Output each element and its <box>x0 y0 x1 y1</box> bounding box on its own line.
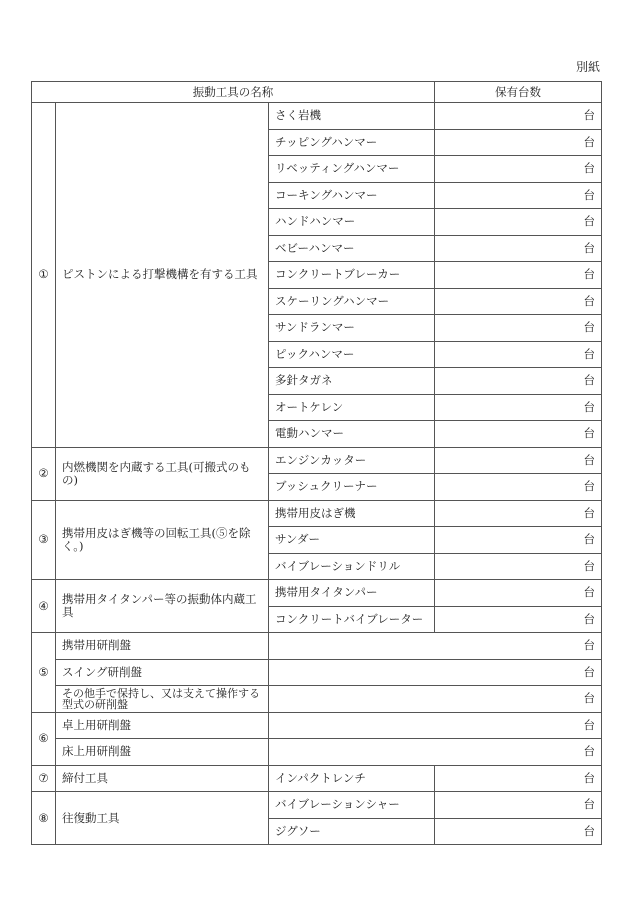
tool-name: ピックハンマー <box>269 341 435 368</box>
tool-name: 携帯用皮はぎ機 <box>269 500 435 527</box>
table-row <box>32 580 602 607</box>
count-cell: 台 <box>435 341 602 368</box>
tool-name: バイブレーションドリル <box>269 553 435 580</box>
tool-name: さく岩機 <box>269 103 435 130</box>
group-number: ④ <box>32 580 56 633</box>
table-row <box>32 447 602 474</box>
table-row <box>32 103 602 130</box>
tool-name: スケーリングハンマー <box>269 288 435 315</box>
tool-name: コーキングハンマー <box>269 182 435 209</box>
tool-name: サンダー <box>269 527 435 554</box>
count-cell: 台 <box>435 368 602 395</box>
vibration-tools-table <box>31 81 602 845</box>
count-cell: 台 <box>269 712 602 739</box>
group-number: ② <box>32 447 56 500</box>
group-category: ピストンによる打撃機構を有する工具 <box>56 103 269 448</box>
group-number: ⑧ <box>32 792 56 845</box>
tool-name: ブッシュクリーナー <box>269 474 435 501</box>
group-category: 内燃機関を内蔵する工具(可搬式のもの) <box>56 447 269 500</box>
count-cell: 台 <box>435 500 602 527</box>
tool-name: サンドランマー <box>269 315 435 342</box>
count-cell: 台 <box>435 765 602 792</box>
table-row <box>32 686 602 713</box>
group-number: ⑥ <box>32 712 56 765</box>
tool-name: インパクトレンチ <box>269 765 435 792</box>
table-row <box>32 500 602 527</box>
tool-name: バイブレーションシャー <box>269 792 435 819</box>
count-cell: 台 <box>269 659 602 686</box>
tool-name: ベビーハンマー <box>269 235 435 262</box>
count-cell: 台 <box>435 209 602 236</box>
count-cell: 台 <box>435 474 602 501</box>
group-category: 携帯用皮はぎ機等の回転工具(⑤を除く。) <box>56 500 269 580</box>
tool-name: ハンドハンマー <box>269 209 435 236</box>
tool-name: コンクリートバイブレーター <box>269 606 435 633</box>
count-cell: 台 <box>435 394 602 421</box>
count-cell: 台 <box>269 739 602 766</box>
count-cell: 台 <box>435 606 602 633</box>
group-category: 往復動工具 <box>56 792 269 845</box>
grinder-type: スイング研削盤 <box>56 659 269 686</box>
grinder-type: 床上用研削盤 <box>56 739 269 766</box>
table-row <box>32 765 602 792</box>
count-cell: 台 <box>435 421 602 448</box>
count-cell: 台 <box>435 792 602 819</box>
group-number: ⑦ <box>32 765 56 792</box>
group-number: ③ <box>32 500 56 580</box>
count-cell: 台 <box>435 182 602 209</box>
grinder-type: 卓上用研削盤 <box>56 712 269 739</box>
count-cell: 台 <box>435 580 602 607</box>
tool-name: ジグソー <box>269 818 435 845</box>
grinder-type: その他手で保持し、又は支えて操作する型式の研削盤 <box>56 686 269 713</box>
count-cell: 台 <box>435 235 602 262</box>
count-cell: 台 <box>435 156 602 183</box>
tool-name: コンクリートブレーカー <box>269 262 435 289</box>
count-cell: 台 <box>435 527 602 554</box>
appendix-label: 別紙 <box>575 60 600 74</box>
header-count: 保有台数 <box>435 82 602 103</box>
tool-name: オートケレン <box>269 394 435 421</box>
count-cell: 台 <box>435 288 602 315</box>
table-row <box>32 633 602 660</box>
group-number: ⑤ <box>32 633 56 713</box>
grinder-type: 携帯用研削盤 <box>56 633 269 660</box>
count-cell: 台 <box>435 129 602 156</box>
header-tool-name: 振動工具の名称 <box>32 82 435 103</box>
tool-name: チッピングハンマー <box>269 129 435 156</box>
count-cell: 台 <box>435 818 602 845</box>
tool-name: エンジンカッター <box>269 447 435 474</box>
count-cell: 台 <box>269 633 602 660</box>
group-category: 締付工具 <box>56 765 269 792</box>
table-row <box>32 712 602 739</box>
tool-name: 携帯用タイタンパー <box>269 580 435 607</box>
count-cell: 台 <box>269 686 602 713</box>
group-number: ① <box>32 103 56 448</box>
table-row <box>32 739 602 766</box>
count-cell: 台 <box>435 103 602 130</box>
table-row <box>32 792 602 819</box>
tool-name: 電動ハンマー <box>269 421 435 448</box>
tool-name: リベッティングハンマー <box>269 156 435 183</box>
tool-name: 多針タガネ <box>269 368 435 395</box>
count-cell: 台 <box>435 553 602 580</box>
table-row <box>32 659 602 686</box>
count-cell: 台 <box>435 447 602 474</box>
count-cell: 台 <box>435 315 602 342</box>
count-cell: 台 <box>435 262 602 289</box>
group-category: 携帯用タイタンパー等の振動体内蔵工具 <box>56 580 269 633</box>
table-header-row <box>32 82 602 103</box>
